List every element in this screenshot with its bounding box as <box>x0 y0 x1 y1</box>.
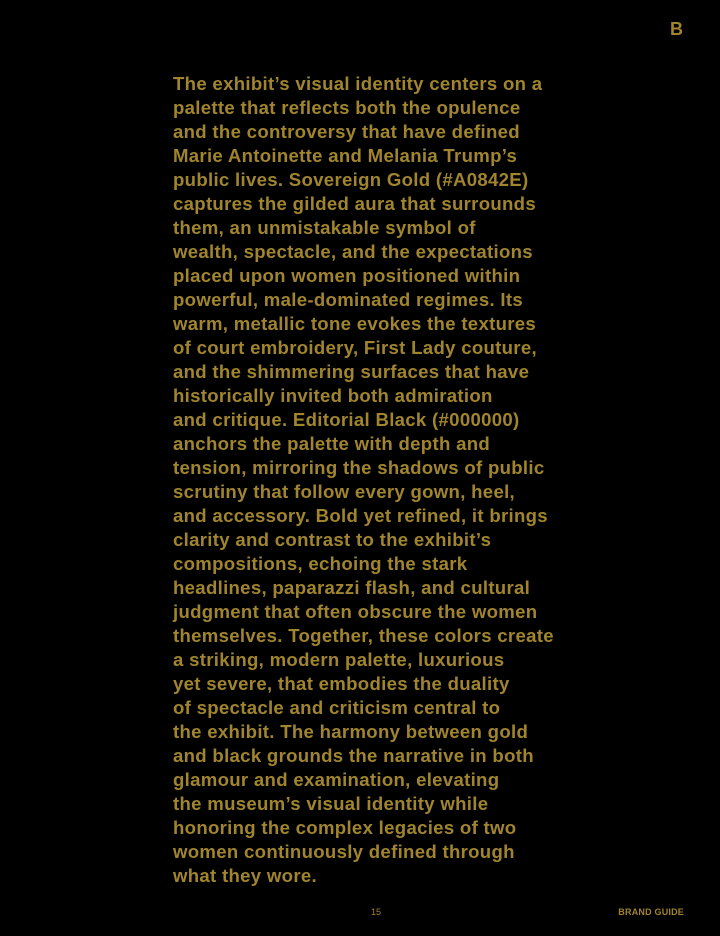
body-line: and accessory. Bold yet refined, it brings <box>173 505 548 526</box>
body-line: and critique. Editorial Black (#000000) <box>173 409 520 430</box>
body-line: and black grounds the narrative in both <box>173 745 534 766</box>
body-line: anchors the palette with depth and <box>173 433 491 454</box>
body-line: the museum’s visual identity while <box>173 793 489 814</box>
body-line: women continuously defined through <box>173 841 515 862</box>
body-line: powerful, male-dominated regimes. Its <box>173 289 523 310</box>
body-line: Marie Antoinette and Melania Trump’s <box>173 145 518 166</box>
body-line: judgment that often obscure the women <box>173 601 538 622</box>
body-line: palette that reflects both the opulence <box>173 97 521 118</box>
body-line: what they wore. <box>173 865 317 886</box>
body-line: the exhibit. The harmony between gold <box>173 721 529 742</box>
body-line: and the shimmering surfaces that have <box>173 361 530 382</box>
body-line: and the controversy that have defined <box>173 121 520 142</box>
body-line: headlines, paparazzi flash, and cultural <box>173 577 531 598</box>
body-line: them, an unmistakable symbol of <box>173 217 476 238</box>
body-line: glamour and examination, elevating <box>173 769 500 790</box>
page-number: 15 <box>370 907 381 917</box>
body-line: wealth, spectacle, and the expectations <box>173 241 533 262</box>
body-line: of spectacle and criticism central to <box>173 697 501 718</box>
body-line: a striking, modern palette, luxurious <box>173 649 505 670</box>
body-line: honoring the complex legacies of two <box>173 817 517 838</box>
body-line: captures the gilded aura that surrounds <box>173 193 536 214</box>
body-line: placed upon women positioned within <box>173 265 521 286</box>
body-line: public lives. Sovereign Gold (#A0842E) <box>173 169 529 190</box>
body-line: historically invited both admiration <box>173 385 493 406</box>
footer-label: BRAND GUIDE <box>618 907 684 917</box>
body-line: warm, metallic tone evokes the textures <box>173 313 537 334</box>
body-line: of court embroidery, First Lady couture, <box>173 337 537 358</box>
body-line: tension, mirroring the shadows of public <box>173 457 545 478</box>
body-line: clarity and contrast to the exhibit’s <box>173 529 492 550</box>
section-letter-mark: B <box>670 19 684 39</box>
body-line: compositions, echoing the stark <box>173 553 468 574</box>
body-line: The exhibit’s visual identity centers on a <box>173 73 543 94</box>
body-paragraph <box>173 72 593 888</box>
body-line: scrutiny that follow every gown, heel, <box>173 481 516 502</box>
body-line: themselves. Together, these colors create <box>173 625 554 646</box>
body-line: yet severe, that embodies the duality <box>173 673 510 694</box>
